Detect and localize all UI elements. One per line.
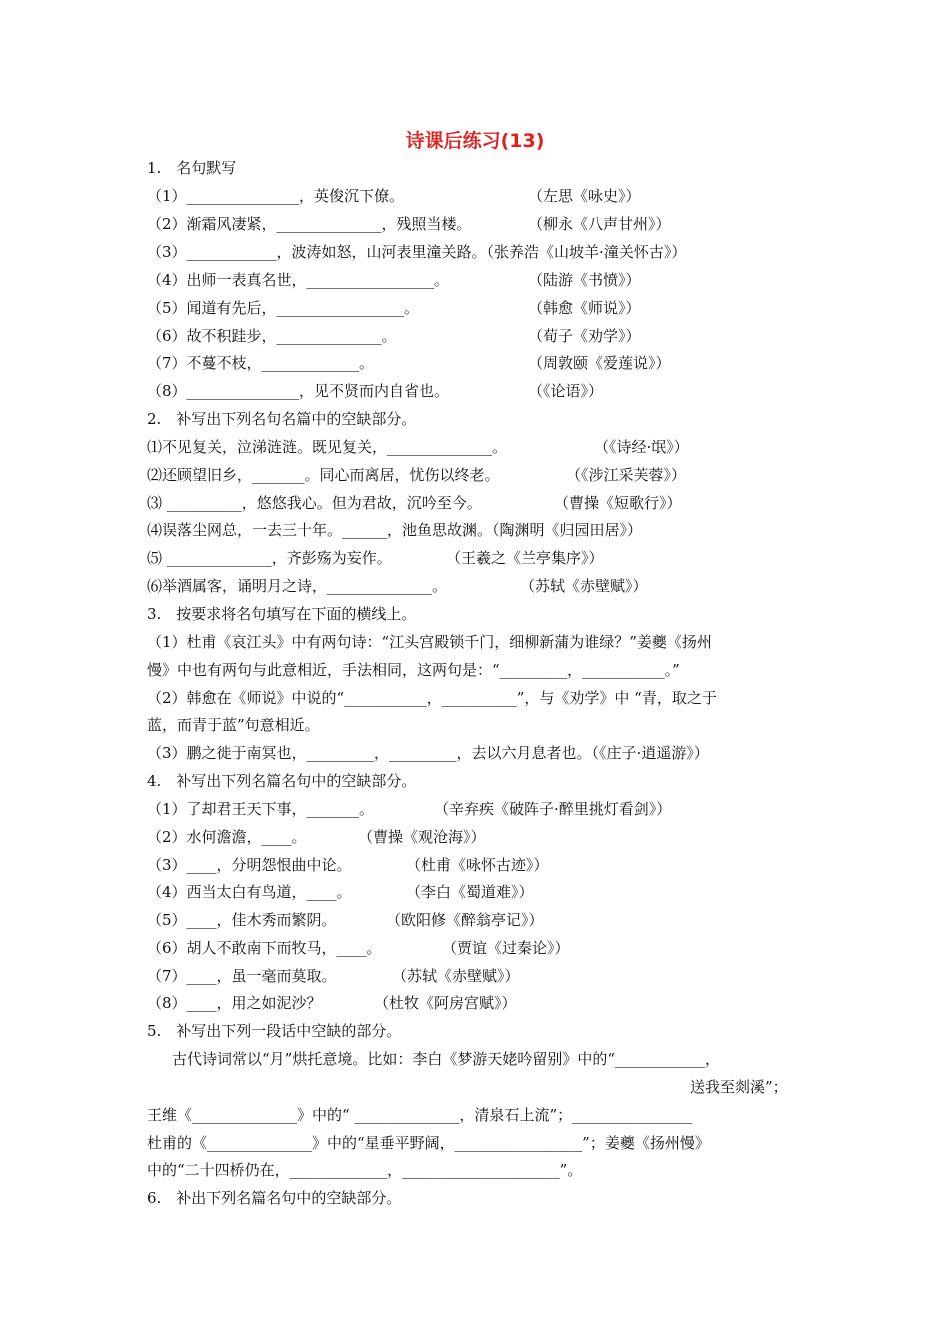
q4-item-6-source: （贾谊《过秦论》） bbox=[442, 939, 570, 957]
q5-line-4: 杜甫的《______________》中的“星垂平野阔，_________________”；姜夔《扬州慢》 bbox=[147, 1134, 710, 1152]
q1-item-6: （6）故不积跬步，______________。 bbox=[147, 327, 397, 345]
q1-item-1: （1）_______________，英俊沉下僚。 bbox=[147, 187, 405, 205]
q1-item-1-source: （左思《咏史》） bbox=[528, 187, 641, 205]
q3-part-3: （3）鹏之徙于南冥也，_________，_________，去以六月息者也。（《庄子·逍遥游》） bbox=[147, 744, 709, 762]
q2-item-3: ⑶ __________，悠悠我心。但为君故，沉吟至今。 bbox=[147, 494, 482, 512]
q1-item-2: （2）渐霜风凄紧，______________，残照当楼。 bbox=[147, 215, 472, 233]
q2-item-4: ⑷误落尘网总，一去三十年。______，池鱼思故渊。（陶渊明《归园田居》） bbox=[147, 521, 643, 539]
q1-item-4-source: （陆游《书愤》） bbox=[528, 271, 641, 289]
q1-item-6-source: （荀子《劝学》） bbox=[528, 327, 641, 345]
q4-item-1-source: （辛弃疾《破阵子·醉里挑灯看剑》） bbox=[434, 800, 672, 818]
q2-item-1-source: （《诗经·氓》） bbox=[594, 438, 689, 456]
q5-line-5: 中的“二十四桥仍在，_____________，_____________________”。 bbox=[147, 1161, 583, 1179]
q1-heading: 1. 名句默写 bbox=[147, 159, 237, 177]
q1-item-7-source: （周敦颐《爱莲说》） bbox=[528, 354, 671, 372]
q1-item-4: （4）出师一表真名世，_________________。 bbox=[147, 271, 450, 289]
q2-item-6: ⑹举酒属客，诵明月之诗，______________。 bbox=[147, 577, 448, 595]
q3-part-1-cont: 慢》中也有两句与此意相近，手法相同，这两句是：“_________，___________。” bbox=[147, 661, 680, 679]
q4-item-7-source: （苏轼《赤壁赋》） bbox=[392, 967, 520, 985]
q4-item-2-source: （曹操《观沧海》） bbox=[358, 828, 486, 846]
q1-item-5: （5）闻道有先后，_________________。 bbox=[147, 299, 420, 317]
q1-item-8-source: （《论语》） bbox=[528, 382, 604, 400]
q6-heading: 6. 补出下列名篇名句中的空缺部分。 bbox=[147, 1189, 402, 1207]
page-title: 诗课后练习(13) bbox=[405, 130, 545, 152]
q4-item-8: （8）____，用之如泥沙？ bbox=[147, 994, 322, 1012]
q5-line-1: 古代诗词常以“月”烘托意境。比如：李白《梦游天姥吟留别》中的“____________， bbox=[172, 1050, 721, 1068]
q5-heading: 5. 补写出下列一段话中空缺的部分。 bbox=[147, 1022, 402, 1040]
q1-item-2-source: （柳永《八声甘州》） bbox=[528, 215, 671, 233]
q4-item-3-source: （杜甫《咏怀古迹》） bbox=[406, 856, 549, 874]
q4-item-4-source: （李白《蜀道难》） bbox=[406, 883, 534, 901]
q2-heading: 2. 补写出下列名句名篇中的空缺部分。 bbox=[147, 410, 417, 428]
q4-item-3: （3）____，分明怨恨曲中论。 bbox=[147, 856, 352, 874]
q4-item-2: （2）水何澹澹，____。 bbox=[147, 828, 307, 846]
q1-item-5-source: （韩愈《师说》） bbox=[528, 299, 641, 317]
q4-item-5: （5）____，佳木秀而繁阴。 bbox=[147, 911, 337, 929]
q5-line-2: 送我至剡溪”； bbox=[690, 1078, 788, 1096]
q3-heading: 3. 按要求将名句填写在下面的横线上。 bbox=[147, 605, 417, 623]
q2-item-3-source: （曹操《短歌行》） bbox=[554, 494, 682, 512]
q1-item-7: （7）不蔓不枝，_____________。 bbox=[147, 354, 375, 372]
q4-item-7: （7）____，虽一毫而莫取。 bbox=[147, 967, 337, 985]
q3-part-2-cont: 蓝，而青于蓝”句意相近。 bbox=[147, 716, 320, 734]
q5-line-3: 王维《______________》中的“ ______________，清泉石上流”；________________ bbox=[147, 1106, 693, 1124]
q4-heading: 4. 补写出下列名篇名句中的空缺部分。 bbox=[147, 772, 417, 790]
q2-item-6-source: （苏轼《赤壁赋》） bbox=[520, 577, 648, 595]
q3-part-2: （2）韩愈在《师说》中说的“___________，__________”，与《劝学》中 “青，取之于 bbox=[147, 689, 717, 707]
q2-item-1: ⑴不见复关，泣涕涟涟。既见复关，______________。 bbox=[147, 438, 508, 456]
q4-item-1: （1）了却君王天下事，_______。 bbox=[147, 800, 375, 818]
q2-item-2: ⑵还顾望旧乡，_______。同心而离居，忧伤以终老。 bbox=[147, 466, 500, 484]
q2-item-5-source: （王羲之《兰亭集序》） bbox=[446, 549, 604, 567]
q3-part-1: （1）杜甫《哀江头》中有两句诗：“江头宫殿锁千门，细柳新蒲为谁绿？”姜夔《扬州 bbox=[147, 633, 712, 651]
q1-item-3: （3）____________，波涛如怒，山河表里潼关路。（张养浩《山坡羊·潼关怀古》） bbox=[147, 243, 687, 261]
q4-item-6: （6）胡人不敢南下而牧马，____。 bbox=[147, 939, 382, 957]
q4-item-5-source: （欧阳修《醉翁亭记》） bbox=[386, 911, 544, 929]
q2-item-2-source: （《涉江采芙蓉》） bbox=[566, 466, 687, 484]
q1-item-8: （8）_______________，见不贤而内自省也。 bbox=[147, 382, 450, 400]
q4-item-8-source: （杜牧《阿房宫赋》） bbox=[374, 994, 517, 1012]
q4-item-4: （4）西当太白有鸟道，____。 bbox=[147, 883, 352, 901]
q2-item-5: ⑸ ______________，齐彭殇为妄作。 bbox=[147, 549, 392, 567]
